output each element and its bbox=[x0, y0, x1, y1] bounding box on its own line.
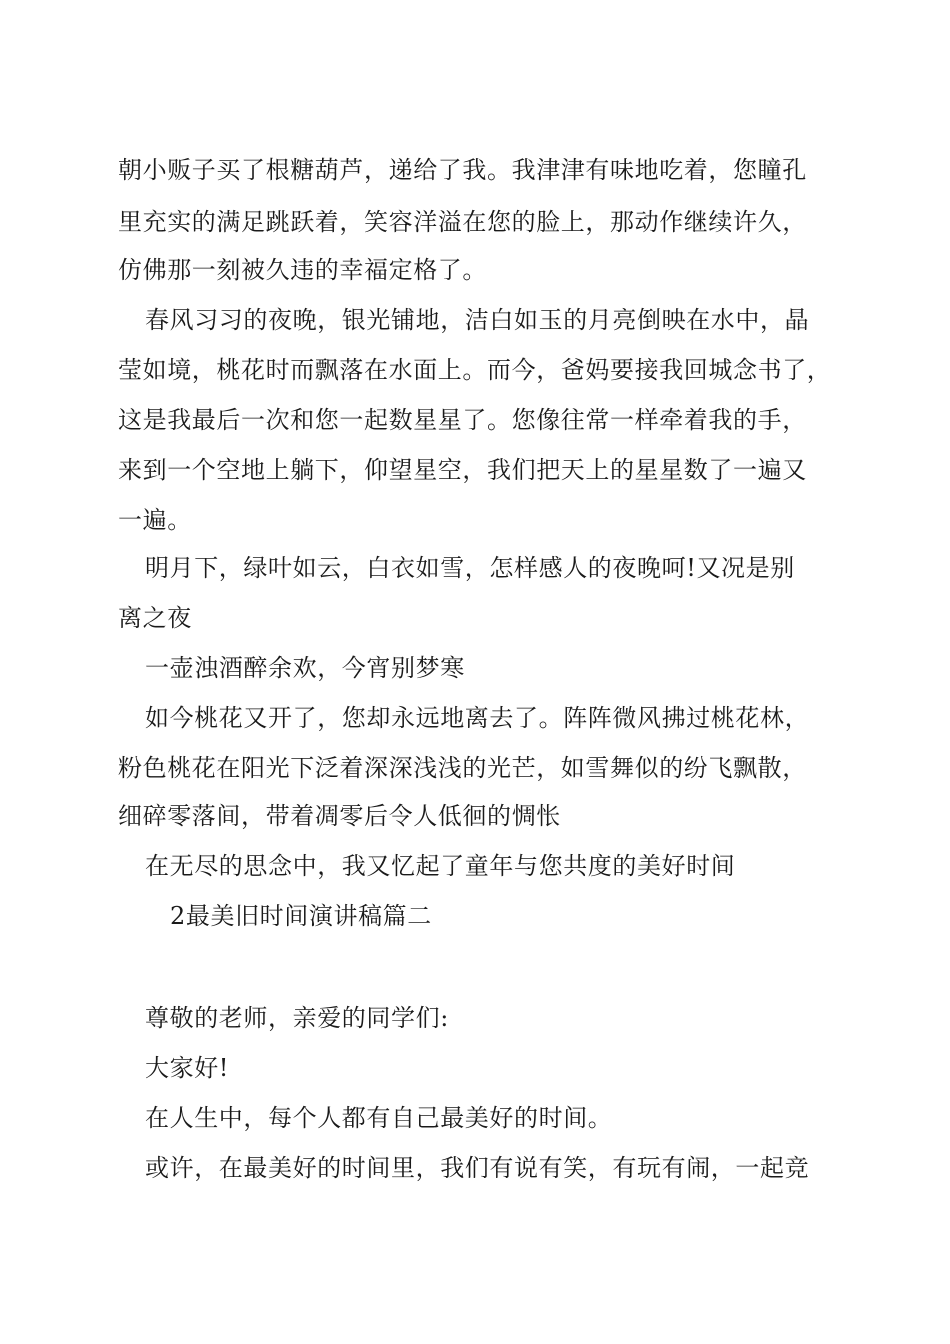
paragraph-line: 大家好! bbox=[145, 1054, 230, 1082]
paragraph-line: 在人生中，每个人都有自己最美好的时间。 bbox=[145, 1104, 613, 1132]
section-heading: 2最美旧时间演讲稿篇二 bbox=[170, 902, 432, 930]
paragraph-line: 在无尽的思念中，我又忆起了童年与您共度的美好时间 bbox=[145, 852, 736, 880]
paragraph-line: 莹如境，桃花时而飘落在水面上。而今，爸妈要接我回城念书了， bbox=[118, 356, 832, 384]
paragraph-line: 明月下，绿叶如云，白衣如雪，怎样感人的夜晚呵!又况是别 bbox=[145, 554, 795, 582]
paragraph-line: 一遍。 bbox=[118, 506, 192, 534]
paragraph-line: 细碎零落间，带着凋零后令人低徊的惆怅 bbox=[118, 802, 561, 830]
paragraph-line: 粉色桃花在阳光下泛着深深浅浅的光芒，如雪舞似的纷飞飘散， bbox=[118, 754, 807, 782]
paragraph-line: 朝小贩子买了根糖葫芦，递给了我。我津津有味地吃着，您瞳孔 bbox=[118, 156, 807, 184]
paragraph-line: 如今桃花又开了，您却永远地离去了。阵阵微风拂过桃花林， bbox=[145, 704, 810, 732]
paragraph-line: 这是我最后一次和您一起数星星了。您像往常一样牵着我的手， bbox=[118, 406, 807, 434]
paragraph-line: 一壶浊酒醉余欢，今宵别梦寒 bbox=[145, 654, 465, 682]
paragraph-line: 尊敬的老师，亲爱的同学们: bbox=[145, 1004, 449, 1032]
paragraph-line: 离之夜 bbox=[118, 604, 192, 632]
paragraph-line: 来到一个空地上躺下，仰望星空，我们把天上的星星数了一遍又 bbox=[118, 456, 807, 484]
paragraph-line: 仿佛那一刻被久违的幸福定格了。 bbox=[118, 256, 487, 284]
paragraph-line: 春风习习的夜晚，银光铺地，洁白如玉的月亮倒映在水中，晶 bbox=[145, 306, 810, 334]
paragraph-line: 里充实的满足跳跃着，笑容洋溢在您的脸上，那动作继续许久， bbox=[118, 208, 807, 236]
paragraph-line: 或许，在最美好的时间里，我们有说有笑，有玩有闹，一起竞 bbox=[145, 1154, 810, 1182]
